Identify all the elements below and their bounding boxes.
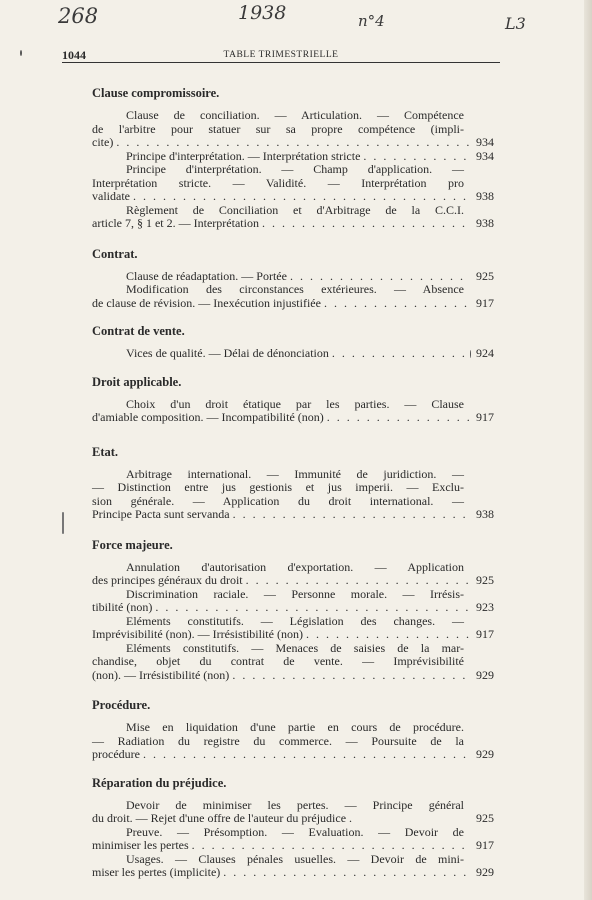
entry-text-line: tibilité (non) [92,600,153,614]
section-heading: Contrat de vente. [92,324,185,338]
handwritten-annotation-number: n°4 [358,12,385,30]
entry-text-line: des principes généraux du droit [92,573,243,587]
entry-text-line: Clause de réadaptation. — Portée [126,268,287,283]
page-reference: 929 [476,865,494,879]
page-reference: 938 [476,189,494,203]
leader-dots [324,297,469,311]
leader-dots [290,270,469,284]
entry-text-line: cite) [92,135,114,149]
leader-dots [332,347,469,361]
section-heading: Contrat. [92,246,138,261]
index-entry [92,561,494,588]
index-section [92,375,494,425]
entry-text-line: d'amiable composition. — Incompatibilité (non) [92,410,324,424]
entry-text-line: Mise en liquidation d'une partie en cours de procédure. [126,720,464,734]
index-entry [92,615,494,642]
section-heading: Clause compromissoire. [92,86,220,100]
page-number: 1044 [62,48,86,62]
entry-text-line: Discrimination raciale. — Personne morale. — Irrésis- [126,586,464,601]
index-section [92,698,494,762]
index-entry [92,150,494,164]
index-entry [92,204,494,231]
leader-dots [327,411,469,425]
index-section [92,247,494,311]
index-entry [92,642,494,683]
page-reference: 929 [476,747,494,761]
scan-mark [470,350,471,358]
index-section [92,445,494,522]
index-content [92,86,494,894]
scan-mark [20,50,22,56]
entry-text-line: (non). — Irrésistibilité (non) [92,667,230,682]
page-reference: 923 [476,600,494,614]
page-reference: 925 [476,268,494,283]
leader-dots [262,217,469,231]
entry-text-line: Eléments constitutifs. — Menaces de saisies de la mar- [126,640,464,655]
entry-text-line: Eléments constitutifs. — Législation des changes. — [126,613,464,628]
index-entry [92,163,494,204]
page-reference: 938 [476,507,494,521]
entry-text-line: — Radiation du registre du commerce. — Poursuite de la [92,733,464,748]
entry-text-line: minimiser les pertes [92,838,189,852]
running-title: TABLE TRIMESTRIELLE [223,50,339,60]
index-entry [92,109,494,150]
entry-text-line: Usages. — Clauses pénales usuelles. — Devoir de mini- [126,851,464,866]
page-reference: 925 [476,811,494,825]
section-heading: Droit applicable. [92,374,182,389]
page-reference: 917 [476,295,494,310]
index-section [92,86,494,231]
entry-text-line: de l'arbitre pour statuer sur sa propre compétence (impli- [92,121,464,136]
section-heading: Réparation du préjudice. [92,775,227,790]
entry-text-line: Interprétation stricte. — Validité. — Interprétation pro [92,175,464,190]
section-heading: Procédure. [92,698,151,712]
page-reference: 925 [476,573,494,587]
page-reference: 938 [476,216,494,230]
page-reference: 917 [476,410,494,424]
index-entry [92,468,494,522]
page-reference: 934 [476,135,494,149]
entry-text-line: Vices de qualité. — Délai de dénonciation [126,346,329,360]
entry-text-line: Modification des circonstances extérieures. — Absence [126,282,464,296]
scan-mark [62,512,64,534]
page-edge [584,0,592,900]
entry-text-line: de clause de révision. — Inexécution injustifiée [92,295,321,310]
index-entry [92,853,494,880]
page-reference: 934 [476,148,494,163]
index-section [92,538,494,683]
entry-text-line: Clause de conciliation. — Articulation. — Compétence [126,108,464,122]
index-entry [92,270,494,284]
handwritten-annotation-left: 268 [58,4,99,28]
entry-text-line: Arbitrage international. — Immunité de juridiction. — [126,466,464,481]
index-section [92,324,494,361]
index-entry [92,826,494,853]
entry-text-line: procédure [92,747,140,761]
index-entry [92,588,494,615]
page-reference: 929 [476,667,494,682]
entry-text-line: Annulation d'autorisation d'exportation. — Application [126,559,464,574]
handwritten-annotation-year: 1938 [238,2,287,24]
entry-text-line: Choix d'un droit étatique par les parties. — Clause [126,396,464,411]
entry-text-line: sion générale. — Application du droit international. — [92,493,464,508]
entry-text-line: chandise, objet du contrat de vente. — Imprévisibilité [92,654,464,668]
index-entry [92,799,494,826]
page-reference: 924 [476,346,494,360]
page-reference: 917 [476,838,494,852]
entry-text-line: validate [92,189,130,203]
entry-text-line: article 7, § 1 et 2. — Interprétation [92,216,259,230]
section-heading: Etat. [92,444,119,459]
entry-text-line: Imprévisibilité (non). — Irrésistibilité (non) [92,627,303,641]
index-entry [92,347,494,361]
entry-text-line: Règlement de Conciliation et d'Arbitrage de la C.C.I. [126,202,464,217]
entry-text-line: Principe d'interprétation. — Champ d'application. — [126,162,464,176]
entry-text-line: — Distinction entre jus gestionis et jus imperii. — Exclu- [92,480,464,494]
index-entry [92,283,494,310]
entry-text-line: Principe d'interprétation. — Interprétation stricte [126,148,361,163]
entry-text-line: Principe Pacta sunt servanda [92,507,230,521]
leader-dots [232,669,469,683]
leader-dots [246,574,469,588]
entry-text-line: miser les pertes (implicite) [92,865,221,879]
leader-dots [363,150,469,164]
section-heading: Force majeure. [92,537,173,552]
leader-dots [233,508,469,522]
leader-dots [155,601,469,615]
page-reference: 917 [476,627,494,641]
entry-text-line: Preuve. — Présomption. — Evaluation. — Devoir de [126,824,464,839]
index-entry [92,721,494,762]
leader-dots [223,866,469,880]
leader-dots [143,748,469,762]
leader-dots [306,628,469,642]
index-section [92,776,494,880]
leader-dots [116,136,469,150]
index-entry [92,398,494,425]
entry-text-line: Devoir de minimiser les pertes. — Principe général [126,797,464,812]
entry-text-line: du droit. — Rejet d'une offre de l'auteur du préjudice . [92,811,353,825]
handwritten-annotation-right: L3 [505,14,526,33]
leader-dots [133,190,469,204]
leader-dots [192,839,469,853]
running-head [62,42,500,63]
